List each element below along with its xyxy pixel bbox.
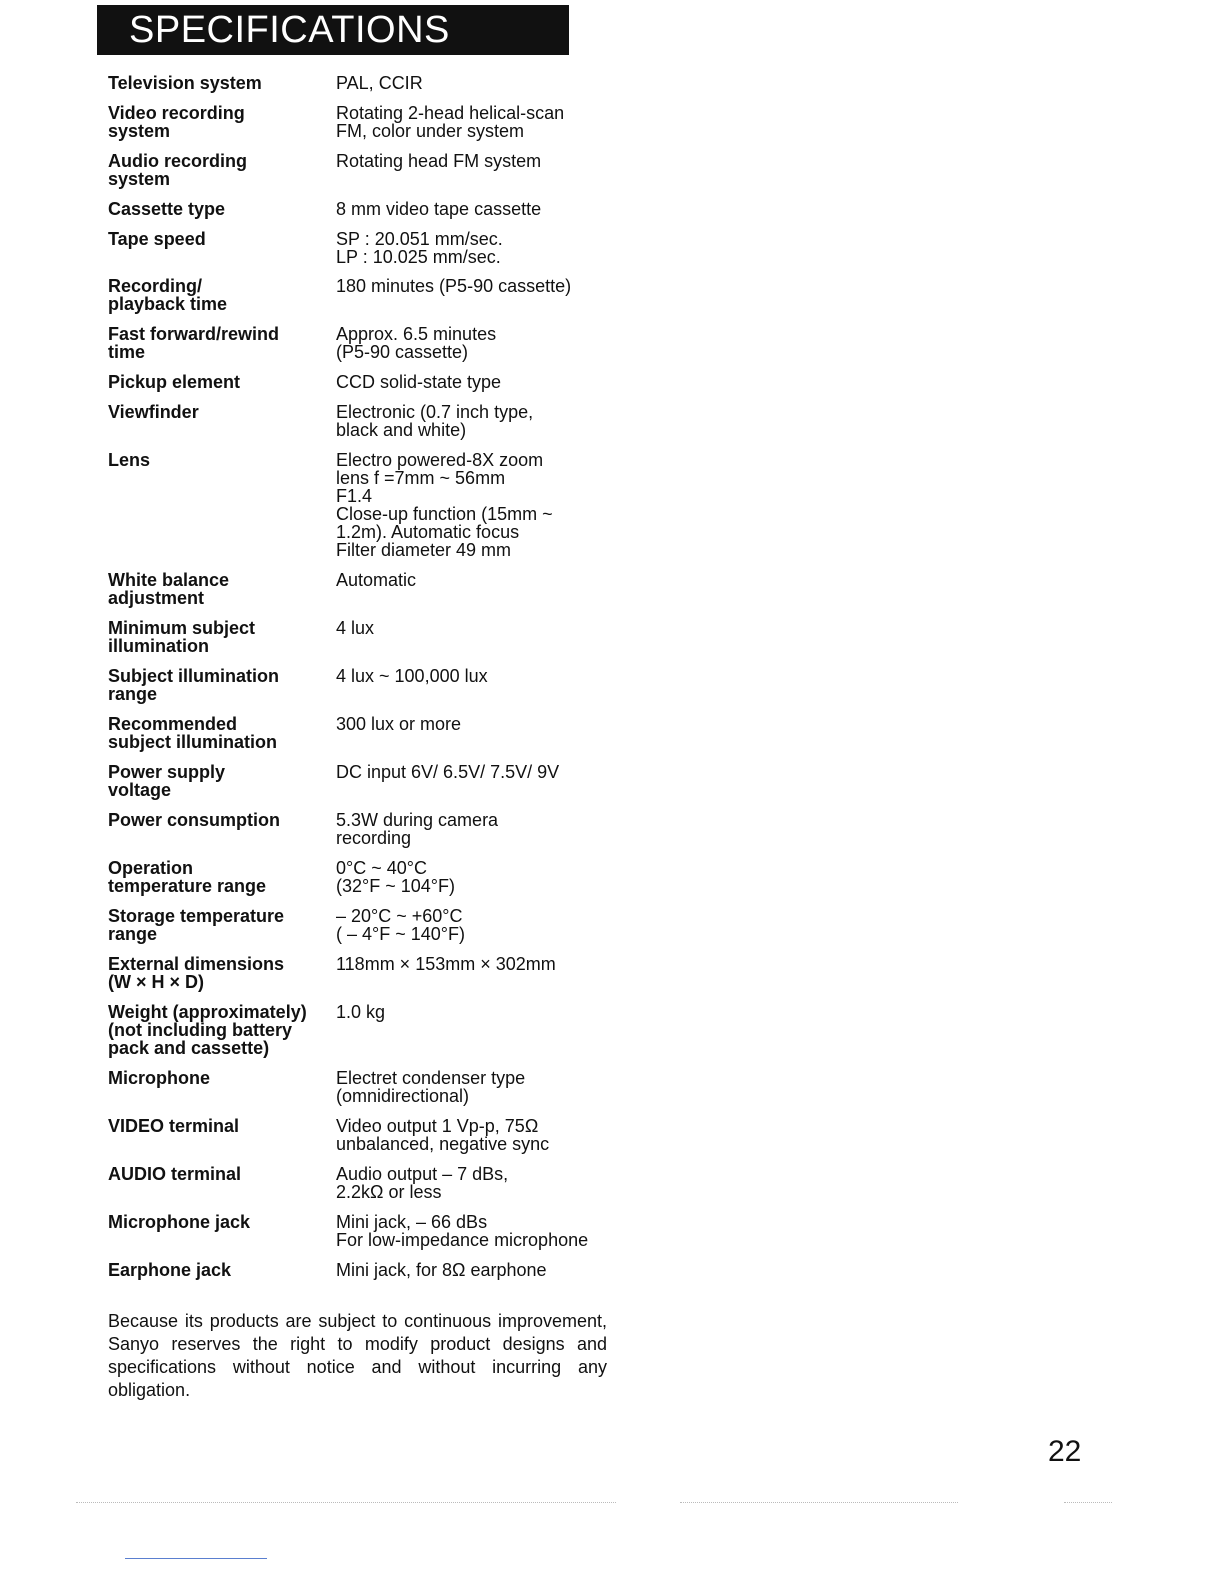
footer-dotted-rule-left — [76, 1502, 616, 1503]
spec-label: Cassette type — [108, 199, 226, 219]
spec-row — [108, 619, 608, 667]
spec-value: – 20°C ~ +60°C ( – 4°F ~ 140°F) — [336, 906, 465, 944]
spec-value: Rotating 2-head helical-scan FM, color under system — [336, 103, 565, 141]
spec-row — [108, 1165, 608, 1213]
spec-value: Electro powered-8X zoom lens f =7mm ~ 56mm F1.4 Close-up function (15mm ~ 1.2m). Automatic focus Filter diameter 49 mm — [336, 450, 553, 560]
spec-label: Operation temperature range — [108, 858, 267, 896]
page-title: SPECIFICATIONS — [97, 5, 569, 55]
spec-value: DC input 6V/ 6.5V/ 7.5V/ 9V — [336, 762, 560, 782]
spec-table — [108, 74, 608, 1279]
spec-label: Fast forward/rewind time — [108, 324, 280, 362]
spec-value: Video output 1 Vp-p, 75Ω unbalanced, negative sync — [336, 1116, 550, 1154]
disclaimer-text: Because its products are subject to continuous improvement, Sanyo reserves the right to modify product designs and specifications without notice and without incurring any obligation. — [108, 1311, 607, 1400]
spec-value: PAL, CCIR — [336, 73, 423, 93]
spec-row — [108, 667, 608, 715]
spec-label: Recommended subject illumination — [108, 714, 278, 752]
spec-row — [108, 1117, 608, 1165]
spec-label: External dimensions (W × H × D) — [108, 954, 285, 992]
spec-label: Subject illumination range — [108, 666, 280, 704]
spec-row — [108, 373, 608, 403]
spec-value: Approx. 6.5 minutes (P5-90 cassette) — [336, 324, 497, 362]
spec-row — [108, 451, 608, 571]
spec-row — [108, 955, 608, 1003]
spec-value: Electronic (0.7 inch type, black and white) — [336, 402, 534, 440]
spec-label: Viewfinder — [108, 402, 199, 422]
spec-row — [108, 74, 608, 104]
spec-row — [108, 715, 608, 763]
spec-row — [108, 403, 608, 451]
spec-row — [108, 763, 608, 811]
spec-row — [108, 104, 608, 152]
bottom-link-underline — [125, 1558, 267, 1559]
spec-label: Lens — [108, 450, 151, 470]
spec-label: Video recording system — [108, 103, 245, 141]
spec-label: Storage temperature range — [108, 906, 285, 944]
spec-row — [108, 1003, 608, 1069]
spec-value: 4 lux — [336, 618, 375, 638]
spec-label: Power supply voltage — [108, 762, 226, 800]
spec-label: Audio recording system — [108, 151, 247, 189]
spec-value: Rotating head FM system — [336, 151, 542, 171]
spec-label: Pickup element — [108, 372, 241, 392]
spec-label: Tape speed — [108, 229, 206, 249]
spec-row — [108, 859, 608, 907]
spec-label: Weight (approximately) (not including battery pack and cassette) — [108, 1002, 307, 1058]
page-number: 22 — [1048, 1435, 1082, 1468]
spec-value: 0°C ~ 40°C (32°F ~ 104°F) — [336, 858, 455, 896]
spec-label: Television system — [108, 73, 262, 93]
spec-value: 300 lux or more — [336, 714, 462, 734]
spec-row — [108, 277, 608, 325]
spec-row — [108, 1213, 608, 1261]
spec-row — [108, 230, 608, 277]
spec-label: Microphone — [108, 1068, 210, 1088]
spec-row — [108, 811, 608, 859]
spec-value: SP : 20.051 mm/sec. LP : 10.025 mm/sec. — [336, 229, 503, 267]
spec-value: 180 minutes (P5-90 cassette) — [336, 276, 572, 296]
spec-value: 8 mm video tape cassette — [336, 199, 542, 219]
spec-row — [108, 152, 608, 200]
spec-value: Electret condenser type (omnidirectional) — [336, 1068, 526, 1106]
spec-label: Recording/ playback time — [108, 276, 228, 314]
spec-label: Power consumption — [108, 810, 281, 830]
spec-value: Automatic — [336, 570, 417, 590]
spec-row — [108, 1261, 608, 1279]
spec-value: CCD solid-state type — [336, 372, 502, 392]
spec-value: Audio output – 7 dBs, 2.2kΩ or less — [336, 1164, 509, 1202]
spec-row — [108, 907, 608, 955]
spec-label: Microphone jack — [108, 1212, 251, 1232]
spec-label: Earphone jack — [108, 1260, 232, 1280]
footer-dotted-rule-middle — [680, 1502, 958, 1503]
spec-row — [108, 571, 608, 619]
spec-label: AUDIO terminal — [108, 1164, 242, 1184]
spec-value: Mini jack, – 66 dBs For low-impedance microphone — [336, 1212, 589, 1250]
spec-row — [108, 200, 608, 230]
spec-value: 5.3W during camera recording — [336, 810, 499, 848]
footer-dotted-rule-right — [1064, 1502, 1112, 1503]
spec-value: 1.0 kg — [336, 1002, 386, 1022]
spec-label: VIDEO terminal — [108, 1116, 240, 1136]
spec-label: Minimum subject illumination — [108, 618, 256, 656]
spec-row — [108, 1069, 608, 1117]
spec-label: White balance adjustment — [108, 570, 230, 608]
spec-row — [108, 325, 608, 373]
spec-value: 118mm × 153mm × 302mm — [336, 954, 556, 974]
spec-value: Mini jack, for 8Ω earphone — [336, 1260, 547, 1280]
spec-value: 4 lux ~ 100,000 lux — [336, 666, 488, 686]
